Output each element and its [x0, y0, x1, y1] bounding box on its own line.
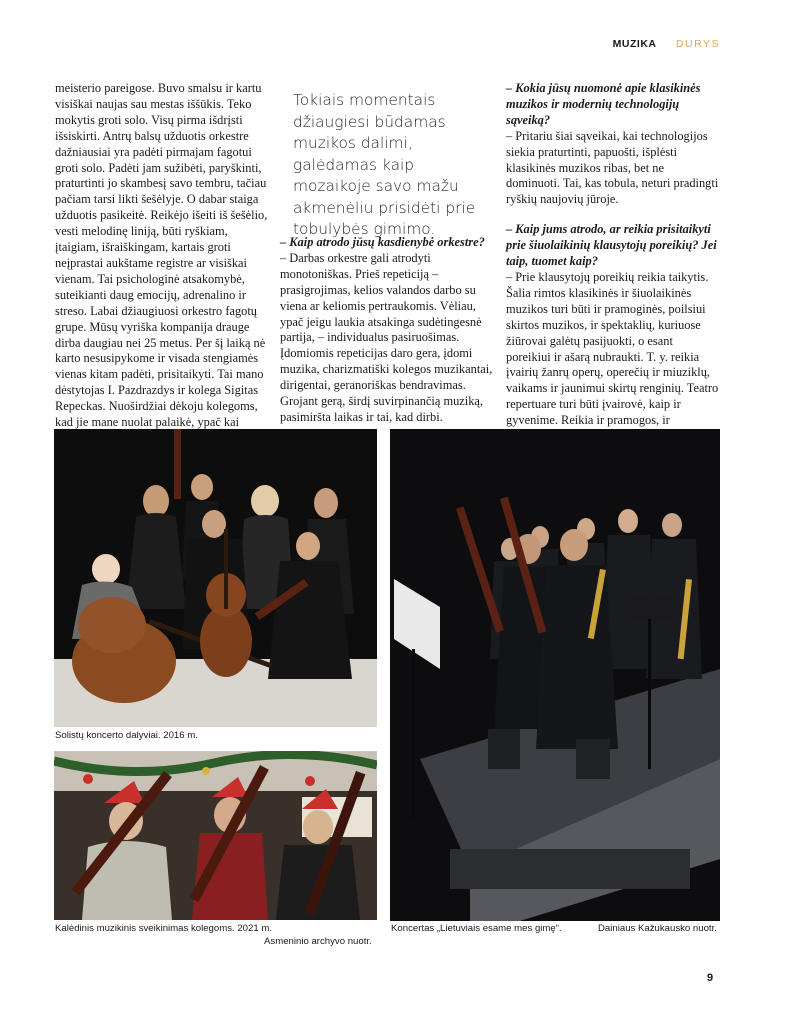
pull-quote: Tokiais momentais džiaugiesi būdamas muzikos dalimi, galėdamas kaip mozaikoje savo mažu akmenėliu prisidėti prie tobulybės gimimo. — [293, 91, 476, 238]
interview-answer: – Pritariu šiai sąveikai, kai technologijos siekia praturtinti, papuošti, išplėsti klasikinės muzikos ribas, bet ne dominuoti. Tai, kas tobula, neturi pradingti ryškių naujovių jūroje. — [506, 128, 719, 207]
photo-credit: Dainiaus Kažukausko nuotr. — [598, 923, 717, 934]
body-paragraph: meisterio pareigose. Buvo smalsu ir kartu visiškai naujas sau mestas iššūkis. Teko mokytis groti solo. Visų pirma išdrįsti išsiskirti. Antrų balsų užduotis orkestre dažniausiai yra padėti pirmajam fagotui groti solo. Padėti jam sužibėti, paryškinti, praturtinti jo skambesį savo tembru, tačiau pačiam tarsi likti šešėlyje. O dabar staiga užduotis pasikeitė. Reikėjo išeiti iš šešėlio, vesti melodinę liniją, būti ryškiam, įtaigiam, išraiškingam, kartais groti neįprastai aukštame registre ar visiškai vienam. Tai psichologinė atsakomybė, suteikianti daug emocijų, adrenalino ir streso. Labai džiaugiuosi orkestro fagotų grupe. Mūsų vyriška kompanija drauge dirba daugiau nei 25 metus. Per šį laiką nė karto nesusipykome ir visada stengiamės vienas kitam padėti, prisitaikyti. Tai mano dėstytojas I. Pazdrazdys ir kolega Sigitas Repeckas. Nuoširdžiai dėkoju kolegoms, kad jie mane nuolat palaikė, ypač kai — [55, 81, 268, 430]
page-header — [613, 38, 720, 50]
column-1 — [55, 81, 273, 463]
photo-caption: Koncertas „Lietuviais esame mes gimę“. — [391, 923, 562, 934]
photo-caption: Solistų koncerto dalyviai. 2016 m. — [55, 730, 198, 741]
interview-question: – Kokia jūsų nuomonė apie klasikinės muzikos ir modernių technologijų sąveiką? — [506, 81, 701, 127]
column-2 — [280, 235, 498, 426]
section-label: MUZIKA — [612, 38, 657, 50]
photo-soloists — [54, 429, 377, 727]
interview-question: – Kaip jums atrodo, ar reikia prisitaikyti prie šiuolaikinių klausytojų poreikių? Jei taip, tuomet kaip? — [506, 222, 717, 269]
magazine-name: DURYS — [675, 38, 720, 50]
photo-credit: Asmeninio archyvo nuotr. — [264, 936, 372, 947]
photo-christmas — [54, 751, 377, 920]
photo-concert — [390, 429, 720, 921]
page-number: 9 — [707, 972, 714, 984]
photo-caption: Kalėdinis muzikinis sveikinimas kolegoms. 2021 m. — [55, 923, 273, 934]
interview-answer: – Darbas orkestre gali atrodyti monotoniškas. Prieš repeticiją – prasigrojimas, kelios valandos darbo su viena ar keliomis pertraukomis. Vėliau, ypač jeigu laukia atsakinga sudėtingesnė partija, – individualus pasiruošimas. Įdomiomis repeticijas daro gera, įdomi muzika, charizmatiški kolegos muzikantai, dirigentai, geranoriškas bendravimas. Grojant gerą, širdį suvirpinančią muziką, pasimiršta laikas ir tai, kad dirbi. — [280, 250, 493, 424]
interview-question: – Kaip atrodo jūsų kasdienybė orkestre? — [280, 235, 485, 249]
column-3 — [506, 81, 720, 446]
interview-answer: – Prie klausytojų poreikių reikia taikytis. Šalia rimtos klasikinės ir šiuolaikinės muzikos turi būti ir pramoginės, poilsiui skirtos muzikos, ir spektaklių, kuriuose žiūrovai galėtų pasijuokti, o esant poreikiui ir ašarą nubraukti. T. y. reikia įvairių žanrų operų, operečių ir miuziklų, vaikams ir jaunimui skirtų renginių. Teatro repertuare turi būti įvairovė, kaip ir gyvenime. Reikia ir pramogos, ir — [506, 270, 720, 446]
